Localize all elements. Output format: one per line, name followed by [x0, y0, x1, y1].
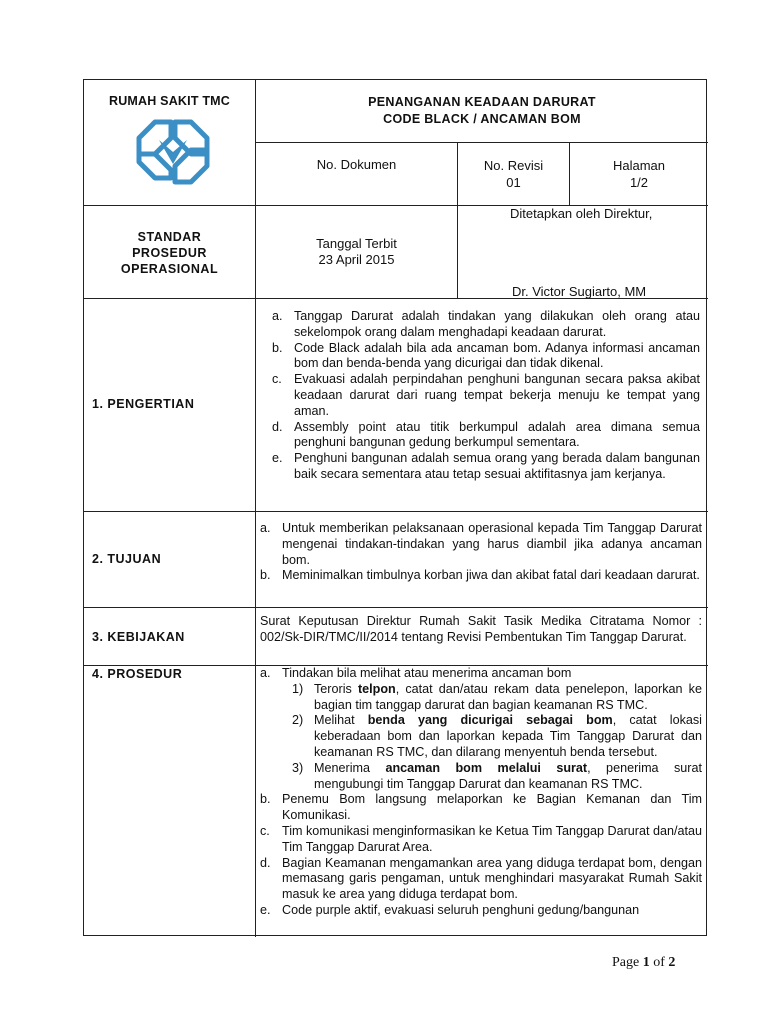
- halaman-cell: [570, 143, 708, 206]
- list-text: Code Black adalah bila ada ancaman bom. Adanya informasi ancaman bom dan benda-benda yang dicurigai dan tidak dikenal.: [294, 340, 700, 371]
- list-text: Untuk memberikan pelaksanaan operasional kepada Tim Tanggap Darurat mengenai tindakan-tindakan yang harus diambil jika adanya ancaman bom.: [282, 521, 702, 567]
- halaman-label: Halaman: [612, 158, 666, 173]
- sub-text-pre: Teroris: [314, 681, 358, 696]
- list-marker: a.: [260, 666, 271, 680]
- sub-text-post: , catat dan/atau rekam data penelepon, laporkan ke bagian tim tanggap darurat dan bagian keamanan RS TMC.: [314, 681, 702, 712]
- title-cell: [256, 80, 708, 143]
- sub-text-pre: Menerima: [314, 760, 386, 775]
- pengertian-label: 1. PENGERTIAN: [92, 397, 195, 411]
- tanggal-terbit-label: Tanggal Terbit: [316, 236, 397, 251]
- prosedur-label: 4. PROSEDUR: [92, 667, 183, 681]
- tujuan-content-cell: [256, 512, 708, 608]
- hospital-name: RUMAH SAKIT TMC: [108, 94, 231, 108]
- no-revisi-cell: [458, 143, 570, 206]
- tujuan-label: 2. TUJUAN: [92, 552, 162, 566]
- page-footer: [612, 955, 675, 971]
- list-item: [260, 521, 702, 568]
- prosedur-list: [260, 666, 702, 919]
- list-marker: a.: [272, 309, 283, 323]
- tanggal-terbit-value: 23 April 2015: [318, 252, 395, 267]
- kebijakan-label-cell: [84, 608, 256, 666]
- page-word: Page: [612, 955, 640, 970]
- list-item: [260, 761, 702, 793]
- list-marker: 1): [292, 681, 304, 696]
- no-revisi-label: No. Revisi: [483, 158, 544, 173]
- list-text: Bagian Keamanan mengamankan area yang diduga terdapat bom, dengan memasang garis pengaman, untuk menghindari masyarakat Rumah Sakit masuk ke area yang diduga terdapat bom.: [282, 855, 702, 902]
- list-item: [260, 792, 702, 824]
- hospital-logo-icon: [135, 118, 211, 186]
- kebijakan-content-cell: [256, 608, 708, 666]
- hospital-cell: [84, 80, 256, 206]
- ditetapkan-text: Ditetapkan oleh Direktur,: [510, 206, 653, 221]
- list-marker: e.: [260, 902, 271, 917]
- list-marker: 3): [292, 760, 304, 775]
- sub-text-post: , penerima surat mengubungi tim Tanggap Darurat dan keamanan RS TMC.: [314, 760, 702, 791]
- list-marker: d.: [260, 855, 271, 870]
- list-text: Assembly point atau titik berkumpul adalah area dimana semua penghuni bangunan gedung berkumpul sementara.: [294, 419, 700, 450]
- tujuan-list: [260, 521, 702, 584]
- list-item: [260, 666, 702, 682]
- list-text: Evakuasi adalah perpindahan penghuni bangunan secara paksa akibat keadaan darurat dari ruang tempat bekerja menuju ke tempat yang aman.: [294, 372, 700, 418]
- kebijakan-label: 3. KEBIJAKAN: [92, 630, 185, 644]
- sop-label-cell: [84, 206, 256, 299]
- list-text: [314, 682, 702, 714]
- tujuan-label-cell: [84, 512, 256, 608]
- list-marker: e.: [272, 451, 283, 466]
- list-item: [260, 856, 702, 903]
- tanggal-terbit-cell: [256, 206, 458, 299]
- page-total: 2: [668, 955, 676, 970]
- list-text: Meminimalkan timbulnya korban jiwa dan akibat fatal dari keadaan darurat.: [282, 568, 700, 583]
- pengertian-content-cell: [256, 299, 708, 512]
- list-item: [260, 824, 702, 856]
- prosedur-label-cell: [84, 666, 256, 937]
- sub-text-bold: ancaman bom melalui surat: [385, 760, 588, 775]
- no-dokumen-label: No. Dokumen: [316, 157, 397, 172]
- list-marker: b.: [260, 792, 271, 807]
- list-marker: b.: [272, 340, 283, 355]
- list-text: Tim komunikasi menginformasikan ke Ketua Tim Tanggap Darurat dan/atau Tim Tanggap Darurat Area.: [282, 823, 703, 854]
- list-item: [264, 451, 700, 483]
- list-text: Code purple aktif, evakuasi seluruh penghuni gedung/bangunan: [282, 902, 640, 917]
- list-item: [264, 420, 700, 452]
- list-marker: 2): [292, 713, 304, 728]
- list-text: [314, 713, 702, 760]
- sop-label-line2: PROSEDUR: [132, 246, 207, 260]
- list-marker: d.: [272, 419, 283, 434]
- list-item: [260, 903, 702, 919]
- list-text: Penemu Bom langsung melaporkan ke Bagian Kemanan dan Tim Komunikasi.: [282, 792, 702, 823]
- list-text: Tanggap Darurat adalah tindakan yang dilakukan oleh orang atau sekelompok orang dalam menghadapi keadaan darurat.: [294, 309, 700, 339]
- sub-text-bold: benda yang dicurigai sebagai bom: [367, 713, 613, 728]
- list-item: [260, 682, 702, 714]
- list-marker: a.: [260, 521, 271, 535]
- sub-text-post: , catat lokasi keberadaan bom dan laporkan kepada Tim Tanggap Darurat dan keamanan RS TMC, dan dilarang menyentuh benda tersebut.: [314, 713, 702, 759]
- list-text: Tindakan bila melihat atau menerima ancaman bom: [282, 666, 572, 680]
- direktur-name: Dr. Victor Sugiarto, MM: [512, 284, 647, 299]
- of-word: of: [653, 955, 665, 970]
- sub-text-pre: Melihat: [314, 713, 368, 728]
- pengertian-label-cell: [84, 299, 256, 512]
- halaman-value: 1/2: [629, 175, 649, 190]
- ditetapkan-cell: [458, 206, 708, 299]
- document-title-line1: PENANGANAN KEADAAN DARURAT: [368, 95, 596, 109]
- sub-text-bold: telpon: [357, 681, 396, 696]
- list-marker: c.: [272, 372, 282, 387]
- page-number: 1: [642, 955, 650, 970]
- no-dokumen-cell: [256, 143, 458, 206]
- no-revisi-value: 01: [506, 175, 521, 190]
- prosedur-content-cell: [256, 666, 708, 935]
- list-item: [264, 309, 700, 341]
- sop-label-line1: STANDAR: [137, 230, 202, 244]
- list-marker: c.: [260, 823, 270, 838]
- list-text: Penghuni bangunan adalah semua orang yang berada dalam bangunan baik secara sementara atau tetap sesuai aktifitasnya jam kerjanya.: [294, 451, 700, 481]
- pengertian-list: [264, 309, 700, 483]
- document-title-line2: CODE BLACK / ANCAMAN BOM: [383, 112, 581, 126]
- list-item: [260, 713, 702, 760]
- list-item: [264, 372, 700, 419]
- kebijakan-text: Surat Keputusan Direktur Rumah Sakit Tasik Medika Citratama Nomor : 002/Sk-DIR/TMC/II/2014 tentang Revisi Pembentukan Tim Tanggap Darurat.: [260, 614, 702, 644]
- list-item: [260, 568, 702, 584]
- list-text: [314, 761, 702, 793]
- list-marker: b.: [260, 568, 271, 583]
- sop-document: [83, 79, 707, 936]
- sop-label-line3: OPERASIONAL: [120, 262, 219, 276]
- list-item: [264, 341, 700, 373]
